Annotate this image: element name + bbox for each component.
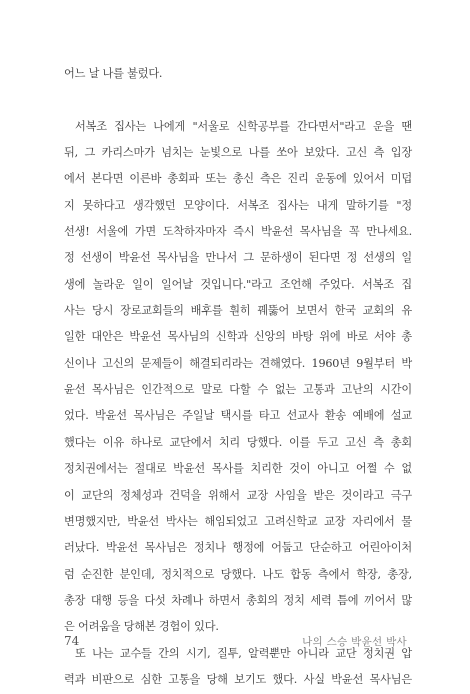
text-line: 신이나 고신의 문제들이 해결되리라는 견해였다. 1960년 9월부터 박	[64, 356, 412, 370]
text-line: 이 교단의 정체성과 건덕을 위해서 교장 사임을 받은 것이라고 극구	[64, 488, 412, 502]
text-line: 정 선생이 박윤선 목사님을 만나서 그 문하생이 된다면 정 선생의 일	[64, 251, 412, 265]
text-line: 럼 순진한 분인데, 정치적으로 당했다. 나도 합동 측에서 학장, 총장,	[64, 567, 412, 581]
paragraph	[64, 114, 412, 641]
text-line: 에서 본다면 이른바 총회파 또는 총신 측은 진리 운동에 있어서 미덥	[64, 172, 412, 186]
paragraph-gap	[64, 87, 412, 113]
text-line: 어느 날 나를 불렀다.	[64, 67, 163, 80]
text-line: 사는 당시 장로교회들의 배후를 훤히 꿰뚫어 보면서 한국 교회의 유	[64, 304, 412, 318]
text-line: 뒤, 그 카리스마가 넘치는 눈빛으로 나를 쏘아 보았다. 고신 측 입장	[64, 146, 412, 160]
text-line: 러났다. 박윤선 목사님은 정치나 행정에 어둡고 단순하고 어린아이처	[64, 541, 412, 555]
text-line: 총장 대행 등을 다섯 차례나 하면서 총회의 정치 세력 틈에 끼어서 많	[64, 593, 412, 607]
text-line: 또 나는 교수들 간의 시기, 질투, 알력뿐만 아니라 교단 정치권 압	[75, 646, 412, 660]
text-line: 윤선 목사님은 인간적으로 말로 다할 수 없는 고통과 고난의 시간이	[64, 383, 412, 397]
text-line: 은 어려움을 당해본 경험이 있다.	[64, 620, 219, 634]
text-line: 력과 비판으로 심한 고통을 당해 보기도 했다. 사실 박윤선 목사님은	[64, 672, 412, 686]
text-line: 변명했지만, 박윤선 박사는 해임되었고 고려신학교 교장 자리에서 물	[64, 514, 412, 528]
text-line: 었다. 박윤선 목사님은 주일날 택시를 타고 선교사 환송 예배에 설교	[64, 409, 412, 423]
body-text	[64, 61, 412, 693]
text-line: 지 못하다고 생각했던 모양이다. 서복조 집사는 내게 말하기를 "정	[64, 198, 412, 212]
paragraph	[64, 61, 412, 87]
text-line: 일한 대안은 박윤선 목사님의 신학과 신앙의 바탕 위에 바로 서야 총	[64, 330, 412, 344]
page-number: 74	[64, 634, 80, 648]
text-line: 선생! 서울에 가면 도착하자마자 즉시 박윤선 목사님을 꼭 만나세요.	[64, 225, 412, 239]
running-title: 나의 스승 박윤선 박사	[302, 636, 407, 648]
text-line: 정치권에서는 절대로 박윤선 목사를 치리한 것이 아니고 어쩔 수 없	[64, 462, 412, 476]
text-line: 했다는 이유 하나로 교단에서 치리 당했다. 이를 두고 고신 측 총회	[64, 435, 412, 449]
text-line: 서복조 집사는 나에게 "서울로 신학공부를 간다면서"라고 운을 땐	[75, 119, 412, 133]
text-line: 생에 놀라운 일이 일어날 것입니다."라고 조언해 주었다. 서복조 집	[64, 277, 412, 291]
